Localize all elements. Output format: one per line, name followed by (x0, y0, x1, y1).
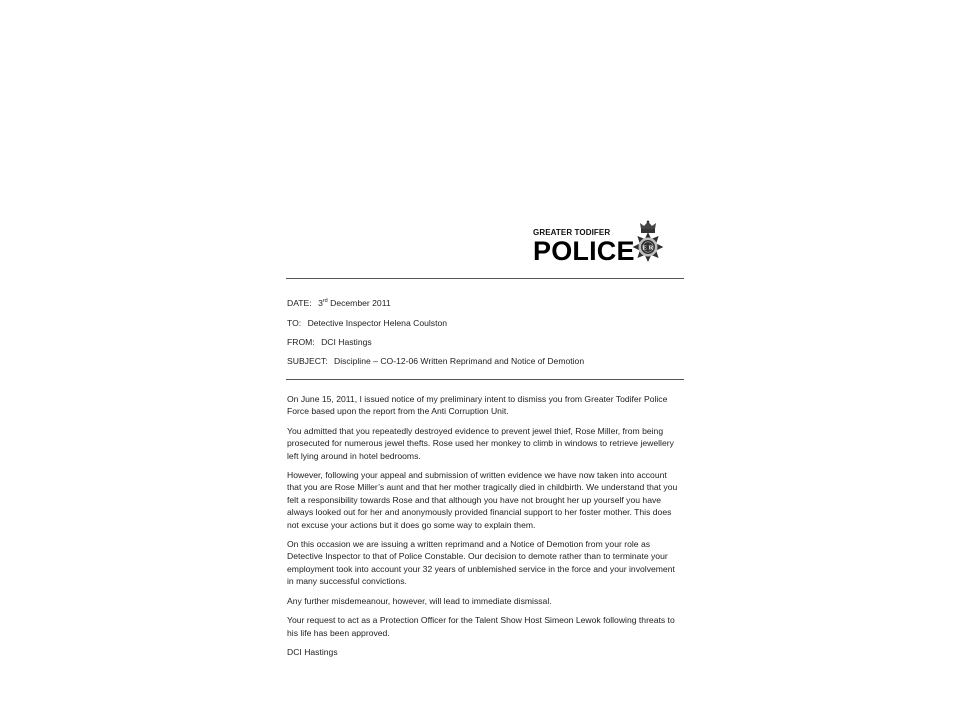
date-suffix: rd (322, 298, 328, 305)
to-value: Detective Inspector Helena Coulston (307, 318, 448, 328)
from-label: FROM: (287, 337, 315, 347)
body-paragraph: On this occasion we are issuing a written reprimand and a Notice of Demotion from your role as Detective Inspector to that of Police Constable. Our decision to demote rather than to terminate your employment took into account your 32 years of unblemished service in the force and your involvement in many successful convictions. (287, 539, 675, 587)
body-paragraph: Any further misdemeanour, however, will lead to immediate dismissal. (287, 595, 552, 606)
date-day: 3 (318, 298, 323, 308)
to-line (287, 318, 447, 328)
police-title: POLICE (533, 236, 635, 266)
header-divider (286, 278, 684, 279)
subject-divider (286, 379, 684, 380)
crown-icon (640, 221, 656, 234)
badge-initials: E R (642, 244, 654, 252)
subject-value: Discipline – CO-12-06 Written Reprimand and Notice of Demotion (333, 356, 585, 366)
body-paragraph: You admitted that you repeatedly destroyed evidence to prevent jewel thief, Rose Miller, from being prosecuted for numerous jewel thefts. Rose used her monkey to climb in windows to retrieve jewellery left lying around in hotel bedrooms. (287, 425, 674, 461)
subject-line (287, 356, 584, 366)
date-value (318, 298, 391, 308)
body-paragraph: On June 15, 2011, I issued notice of my preliminary intent to dismiss you from Greater Todifer Police Force based upon the report from the Anti Corruption Unit. (287, 394, 668, 417)
subject-label: SUBJECT: (287, 356, 328, 366)
body-paragraph: Your request to act as a Protection Officer for the Talent Show Host Simeon Lewok following threats to his life has been approved. (287, 615, 675, 638)
police-badge-icon (625, 220, 671, 270)
body-paragraph: However, following your appeal and submission of written evidence we have now taken into account that you are Rose Miller’s aunt and that her mother tragically died in childbirth. We understand that you felt a responsibility towards Rose and that although you have not brought her up yourself you have always looked out for her and anonymously provided financial support to her foster mother. This does not excuse your actions but it does go some way to explain them. (287, 470, 678, 530)
date-line (287, 298, 391, 308)
signature: DCI Hastings (287, 646, 338, 657)
from-value: DCI Hastings (321, 337, 372, 347)
date-rest: December 2011 (330, 298, 391, 308)
to-label: TO: (287, 318, 302, 328)
from-line (287, 337, 372, 347)
date-label: DATE: (287, 298, 312, 308)
memo-body (287, 393, 683, 665)
police-logo (533, 220, 673, 270)
organization-name: GREATER TODIFER (533, 228, 611, 237)
